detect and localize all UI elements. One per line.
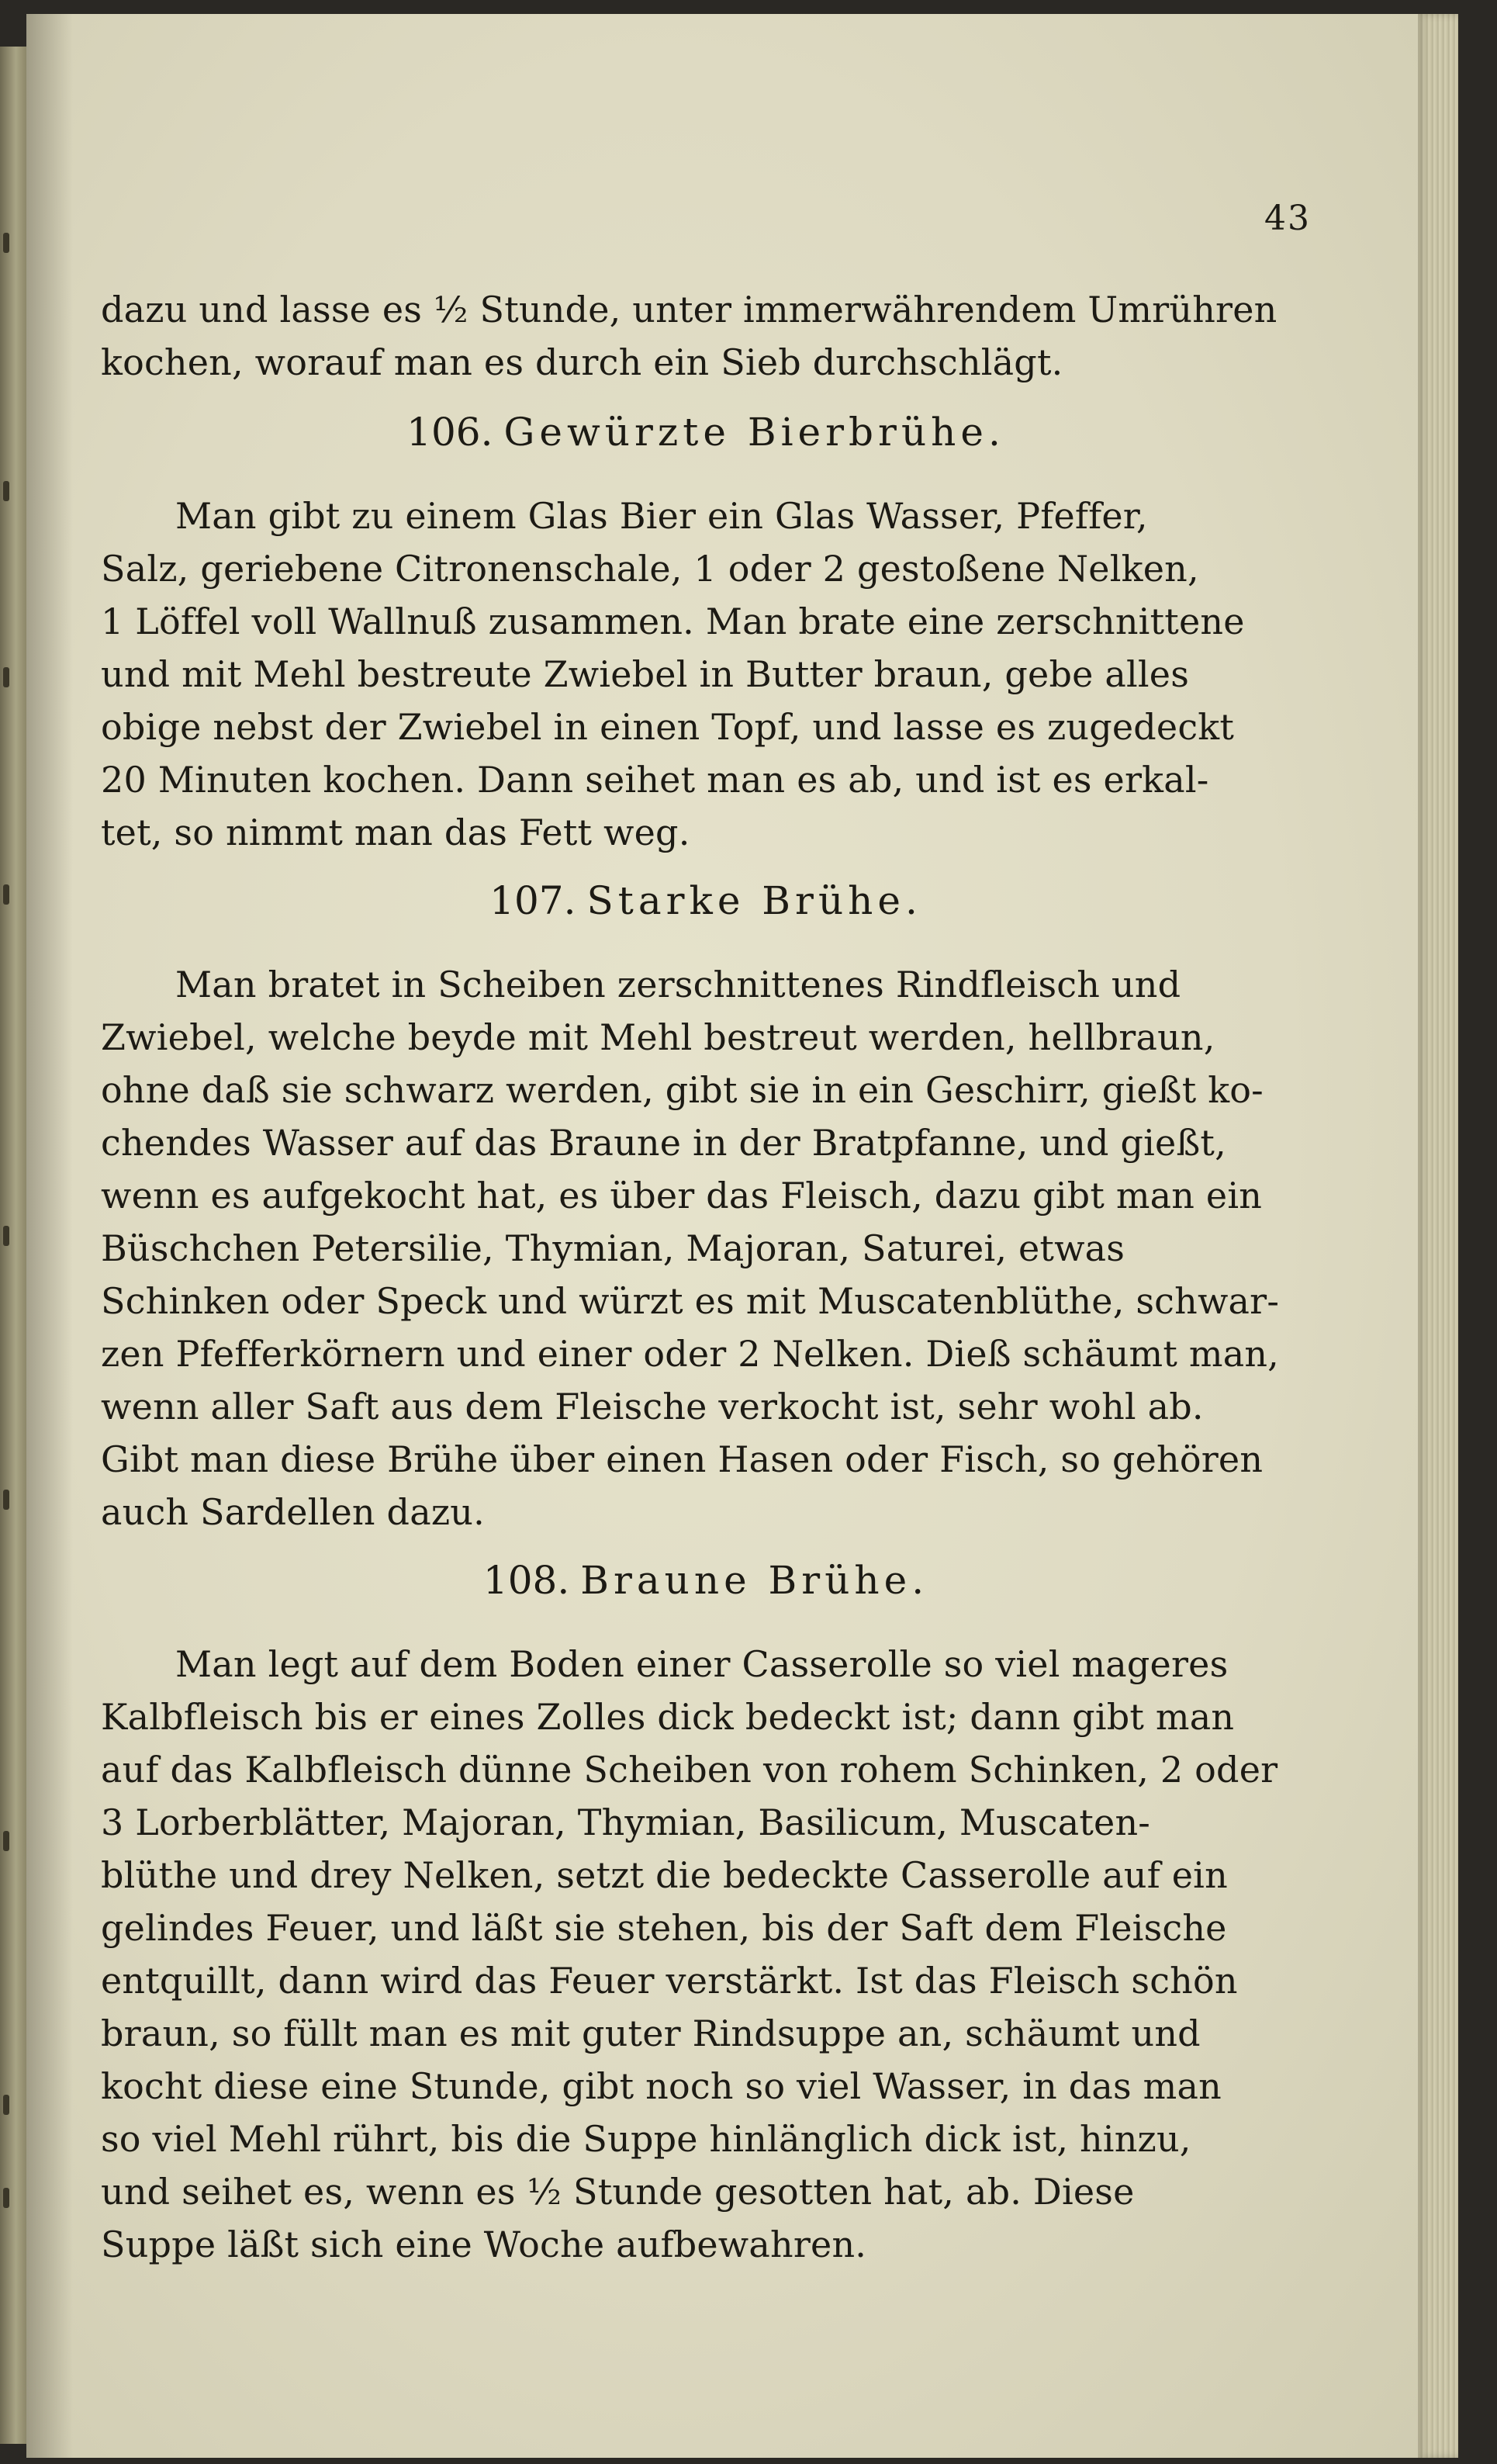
text-line: wenn es aufgekocht hat, es über das Fleisch, dazu gibt man ein	[101, 1175, 1263, 1216]
page-edges	[1418, 14, 1458, 2458]
text-line: wenn aller Saft aus dem Fleische verkocht ist, sehr wohl ab.	[101, 1386, 1204, 1428]
text-line: Zwiebel, welche beyde mit Mehl bestreut werden, hellbraun,	[101, 1016, 1215, 1058]
print-mark	[3, 667, 9, 687]
text-line: gelindes Feuer, und läßt sie stehen, bis der Saft dem Fleische	[101, 1907, 1227, 1949]
print-mark	[3, 1831, 9, 1851]
page-text-column	[101, 14, 1311, 2458]
text-line: 3 Lorberblätter, Majoran, Thymian, Basilicum, Muscaten-	[101, 1801, 1151, 1843]
recipe-number: 107.	[489, 878, 576, 923]
text-line: obige nebst der Zwiebel in einen Topf, und lasse es zugedeckt	[101, 706, 1235, 748]
print-mark	[3, 884, 9, 905]
text-line: 1 Löffel voll Wallnuß zusammen. Man brate eine zerschnittene	[101, 600, 1245, 642]
print-mark	[3, 2095, 9, 2115]
text-line: dazu und lasse es ½ Stunde, unter immerwährendem Umrühren	[101, 289, 1277, 330]
text-line: zen Pfefferkörnern und einer oder 2 Nelken. Dieß schäumt man,	[101, 1333, 1279, 1375]
left-page-print-marks	[0, 47, 26, 2444]
left-page-edge	[0, 47, 26, 2444]
text-line: Gibt man diese Brühe über einen Hasen oder Fisch, so gehören	[101, 1438, 1264, 1480]
text-line: entquillt, dann wird das Feuer verstärkt. Ist das Fleisch schön	[101, 1960, 1238, 2002]
text-line: und seihet es, wenn es ½ Stunde gesotten hat, ab. Diese	[101, 2171, 1135, 2213]
text-line: Suppe läßt sich eine Woche aufbewahren.	[101, 2223, 867, 2265]
text-line: und mit Mehl bestreute Zwiebel in Butter braun, gebe alles	[101, 653, 1190, 695]
recipe-heading	[101, 877, 1311, 925]
recipe-heading	[101, 408, 1311, 456]
text-line: auf das Kalbfleisch dünne Scheiben von rohem Schinken, 2 oder	[101, 1749, 1278, 1791]
print-mark	[3, 481, 9, 501]
page-gutter-shadow	[26, 14, 73, 2458]
text-line: braun, so füllt man es mit guter Rindsuppe an, schäumt und	[101, 2012, 1201, 2054]
recipe-number: 106.	[406, 410, 493, 455]
page-number: 43	[1264, 199, 1311, 238]
text-line: Man bratet in Scheiben zerschnittenes Rindfleisch und	[175, 964, 1181, 1005]
print-mark	[3, 233, 9, 253]
recipe-number: 108.	[482, 1558, 570, 1603]
text-line: 20 Minuten kochen. Dann seihet man es ab, und ist es erkal-	[101, 759, 1209, 801]
print-mark	[3, 1490, 9, 1510]
text-line: Büschchen Petersilie, Thymian, Majoran, Saturei, etwas	[101, 1227, 1125, 1269]
text-line: Kalbfleisch bis er eines Zolles dick bedeckt ist; dann gibt man	[101, 1696, 1235, 1738]
text-line: ohne daß sie schwarz werden, gibt sie in ein Geschirr, gießt ko-	[101, 1069, 1264, 1111]
print-mark	[3, 2188, 9, 2208]
text-line: blüthe und drey Nelken, setzt die bedeckte Casserolle auf ein	[101, 1854, 1228, 1896]
recipe-title: Gewürzte Bierbrühe.	[503, 410, 1005, 455]
text-line: kochen, worauf man es durch ein Sieb durchschlägt.	[101, 341, 1063, 383]
book-page	[26, 14, 1458, 2458]
recipe-title: Starke Brühe.	[586, 878, 922, 923]
text-line: chendes Wasser auf das Braune in der Bratpfanne, und gießt,	[101, 1122, 1226, 1164]
text-line: Salz, geriebene Citronenschale, 1 oder 2 gestoßene Nelken,	[101, 548, 1199, 590]
text-line: Schinken oder Speck und würzt es mit Muscatenblüthe, schwar-	[101, 1280, 1280, 1322]
print-mark	[3, 1226, 9, 1246]
text-line: auch Sardellen dazu.	[101, 1491, 485, 1533]
text-line: kocht diese eine Stunde, gibt noch so viel Wasser, in das man	[101, 2065, 1222, 2107]
recipe-heading	[101, 1556, 1311, 1604]
text-line: so viel Mehl rührt, bis die Suppe hinlänglich dick ist, hinzu,	[101, 2118, 1191, 2160]
text-line: Man gibt zu einem Glas Bier ein Glas Wasser, Pfeffer,	[175, 495, 1148, 537]
text-line: tet, so nimmt man das Fett weg.	[101, 812, 690, 853]
text-line: Man legt auf dem Boden einer Casserolle so viel mageres	[175, 1643, 1229, 1685]
recipe-title: Braune Brühe.	[580, 1558, 929, 1603]
